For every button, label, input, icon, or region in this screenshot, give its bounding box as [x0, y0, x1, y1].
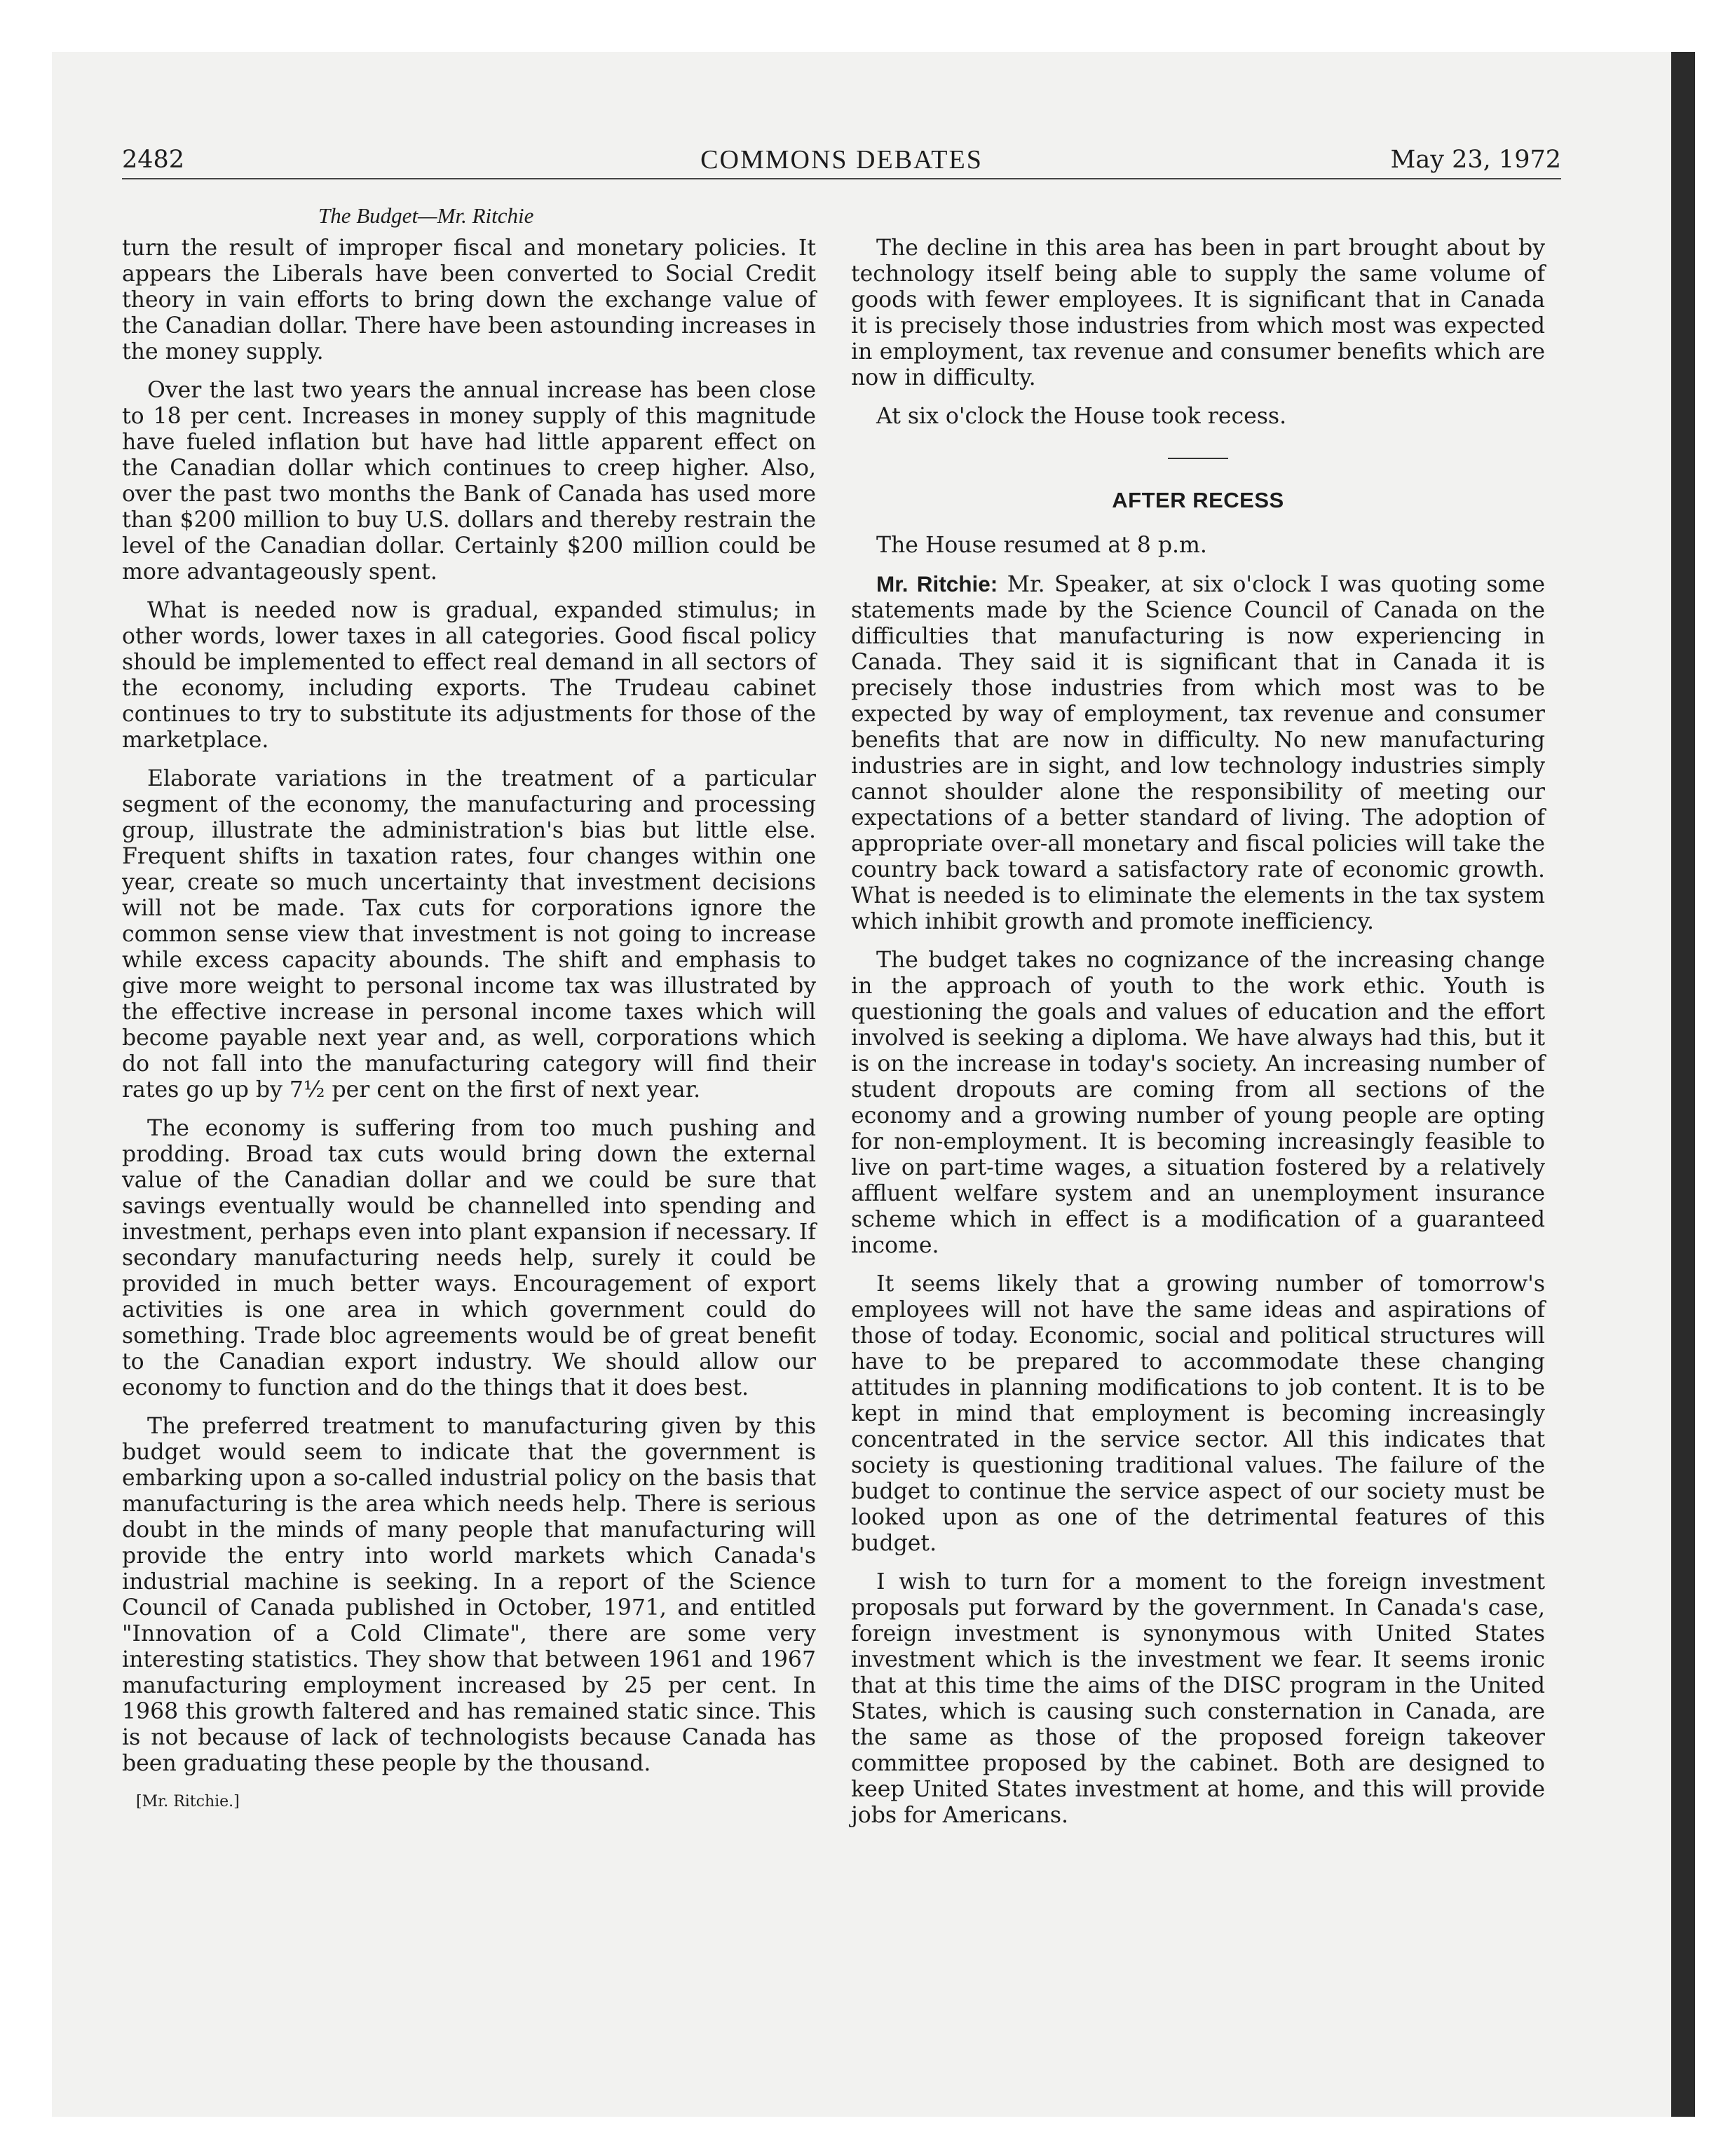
speaker-footnote: [Mr. Ritchie.]: [136, 1793, 240, 1810]
scan-edge-shadow: [1671, 52, 1695, 2117]
paragraph: It seems likely that a growing number of tomorrow's employees will not have the same ideas and aspirations of those of today. Economic, social and political structures will have to be prepared to accommodate these changing attitudes in planning modifications to job content. It is to be kept in mind that employment is becoming increasingly concentrated in the service sector. All this indicates that society is questioning traditional values. The failure of the budget to continue the service aspect of our society must be looked upon as one of the detrimental features of this budget.: [851, 1271, 1545, 1556]
page-number: 2482: [122, 146, 185, 174]
paragraph: The economy is suffering from too much pushing and prodding. Broad tax cuts would bring down the external value of the Canadian dollar and we could be sure that savings eventually would be channelled into spending and investment, perhaps even into plant expansion if necessary. If secondary manufacturing needs help, surely it could be provided in much better ways. Encouragement of export activities is one area in which government could do something. Trade bloc agreements would be of great benefit to the Canadian export industry. We should allow our economy to function and do the things that it does best.: [122, 1116, 816, 1400]
paragraph: The decline in this area has been in part brought about by technology itself being able to supply the same volume of goods with fewer employees. It is significant that in Canada it is precisely those industries from which most was expected in employment, tax revenue and consumer benefits which are now in difficulty.: [851, 236, 1545, 390]
paragraph: turn the result of improper fiscal and monetary policies. It appears the Liberals have been converted to Social Credit theory in vain efforts to bring down the exchange value of the Canadian dollar. There have been astounding increases in the money supply.: [122, 236, 816, 364]
speech-text: Mr. Speaker, at six o'clock I was quoting some statements made by the Science Council of Canada on the difficulties that manufacturing is now experiencing in Canada. They said it is significant that in Canada it is precisely those industries from which most was to be expected by way of employment, tax revenue and consumer benefits that are now in difficulty. No new manufacturing industries are in sight, and low technology industries simply cannot shoulder alone the responsibility of meeting our expectations of a better standard of living. The adoption of appropriate over-all monetary and fiscal policies will take the country back toward a satisfactory rate of economic growth. What is needed is to eliminate the elements in the tax system which inhibit growth and promote inefficiency.: [851, 572, 1546, 934]
paragraph: The preferred treatment to manufacturing given by this budget would seem to indicate that the government is embarking upon a so-called industrial policy on the basis that manufacturing is the area which needs help. There is serious doubt in the minds of many people that manufacturing will provide the entry into world markets which Canada's industrial machine is seeking. In a report of the Science Council of Canada published in October, 1971, and entitled "Innovation of a Cold Climate", there are some very interesting statistics. They show that between 1961 and 1967 manufacturing employment increased by 25 per cent. In 1968 this growth faltered and has remained static since. This is not because of lack of technologists because Canada has been graduating these people by the thousand.: [122, 1414, 816, 1776]
speech-paragraph: [851, 571, 1545, 935]
paragraph: Elaborate variations in the treatment of a particular segment of the economy, the manufacturing and processing group, illustrate the administration's bias but little else. Frequent shifts in taxation rates, four changes within one year, create so much uncertainty that investment decisions will not be made. Tax cuts for corporations ignore the common sense view that investment is not going to increase while excess capacity abounds. The shift and emphasis to give more weight to personal income tax was illustrated by the effective increase in personal income taxes which will become payable next year and, as well, corporations which do not fall into the manufacturing category will find their rates go up by 7½ per cent on the first of next year.: [122, 766, 816, 1103]
section-divider: [1168, 458, 1228, 459]
paragraph: I wish to turn for a moment to the foreign investment proposals put forward by the government. In Canada's case, foreign investment is synonymous with United States investment which is the investment we fear. It seems ironic that at this time the aims of the DISC program in the United States, which is causing such consternation in Canada, are the same as those of the proposed foreign takeover committee proposed by the cabinet. Both are designed to keep United States investment at home, and this will provide jobs for Americans.: [851, 1569, 1545, 1828]
speaker-name: Mr. Ritchie:: [876, 571, 998, 596]
page-header: [122, 144, 1561, 179]
section-heading: AFTER RECESS: [1112, 488, 1284, 512]
publication-date: May 23, 1972: [1390, 146, 1561, 174]
paragraph: At six o'clock the House took recess.: [876, 404, 1287, 429]
paragraph: What is needed now is gradual, expanded stimulus; in other words, lower taxes in all categories. Good fiscal policy should be implemented to effect real demand in all sectors of the economy, including exports. The Trudeau cabinet continues to try to substitute its adjustments for those of the marketplace.: [122, 598, 816, 753]
publication-title: COMMONS DEBATES: [700, 145, 983, 175]
paragraph: The budget takes no cognizance of the increasing change in the approach of youth to the work ethic. Youth is questioning the goals and values of education and the effort involved is seeking a diploma. We have always had this, but it is on the increase in today's society. An increasing number of student dropouts are coming from all sections of the economy and a growing number of young people are opting for non-employment. It is becoming increasingly feasible to live on part-time wages, a situation fostered by a relatively affluent welfare system and an unemployment insurance scheme which in effect is a modification of a guaranteed income.: [851, 948, 1545, 1258]
running-head: The Budget—Mr. Ritchie: [318, 203, 534, 228]
paragraph: Over the last two years the annual increase has been close to 18 per cent. Increases in money supply of this magnitude have fueled inflation but have had little apparent effect on the Canadian dollar which continues to creep higher. Also, over the past two months the Bank of Canada has used more than $200 million to buy U.S. dollars and thereby restrain the level of the Canadian dollar. Certainly $200 million could be more advantageously spent.: [122, 378, 816, 585]
paragraph: The House resumed at 8 p.m.: [876, 533, 1207, 558]
left-column: [122, 236, 816, 1812]
right-column: [851, 236, 1545, 1841]
